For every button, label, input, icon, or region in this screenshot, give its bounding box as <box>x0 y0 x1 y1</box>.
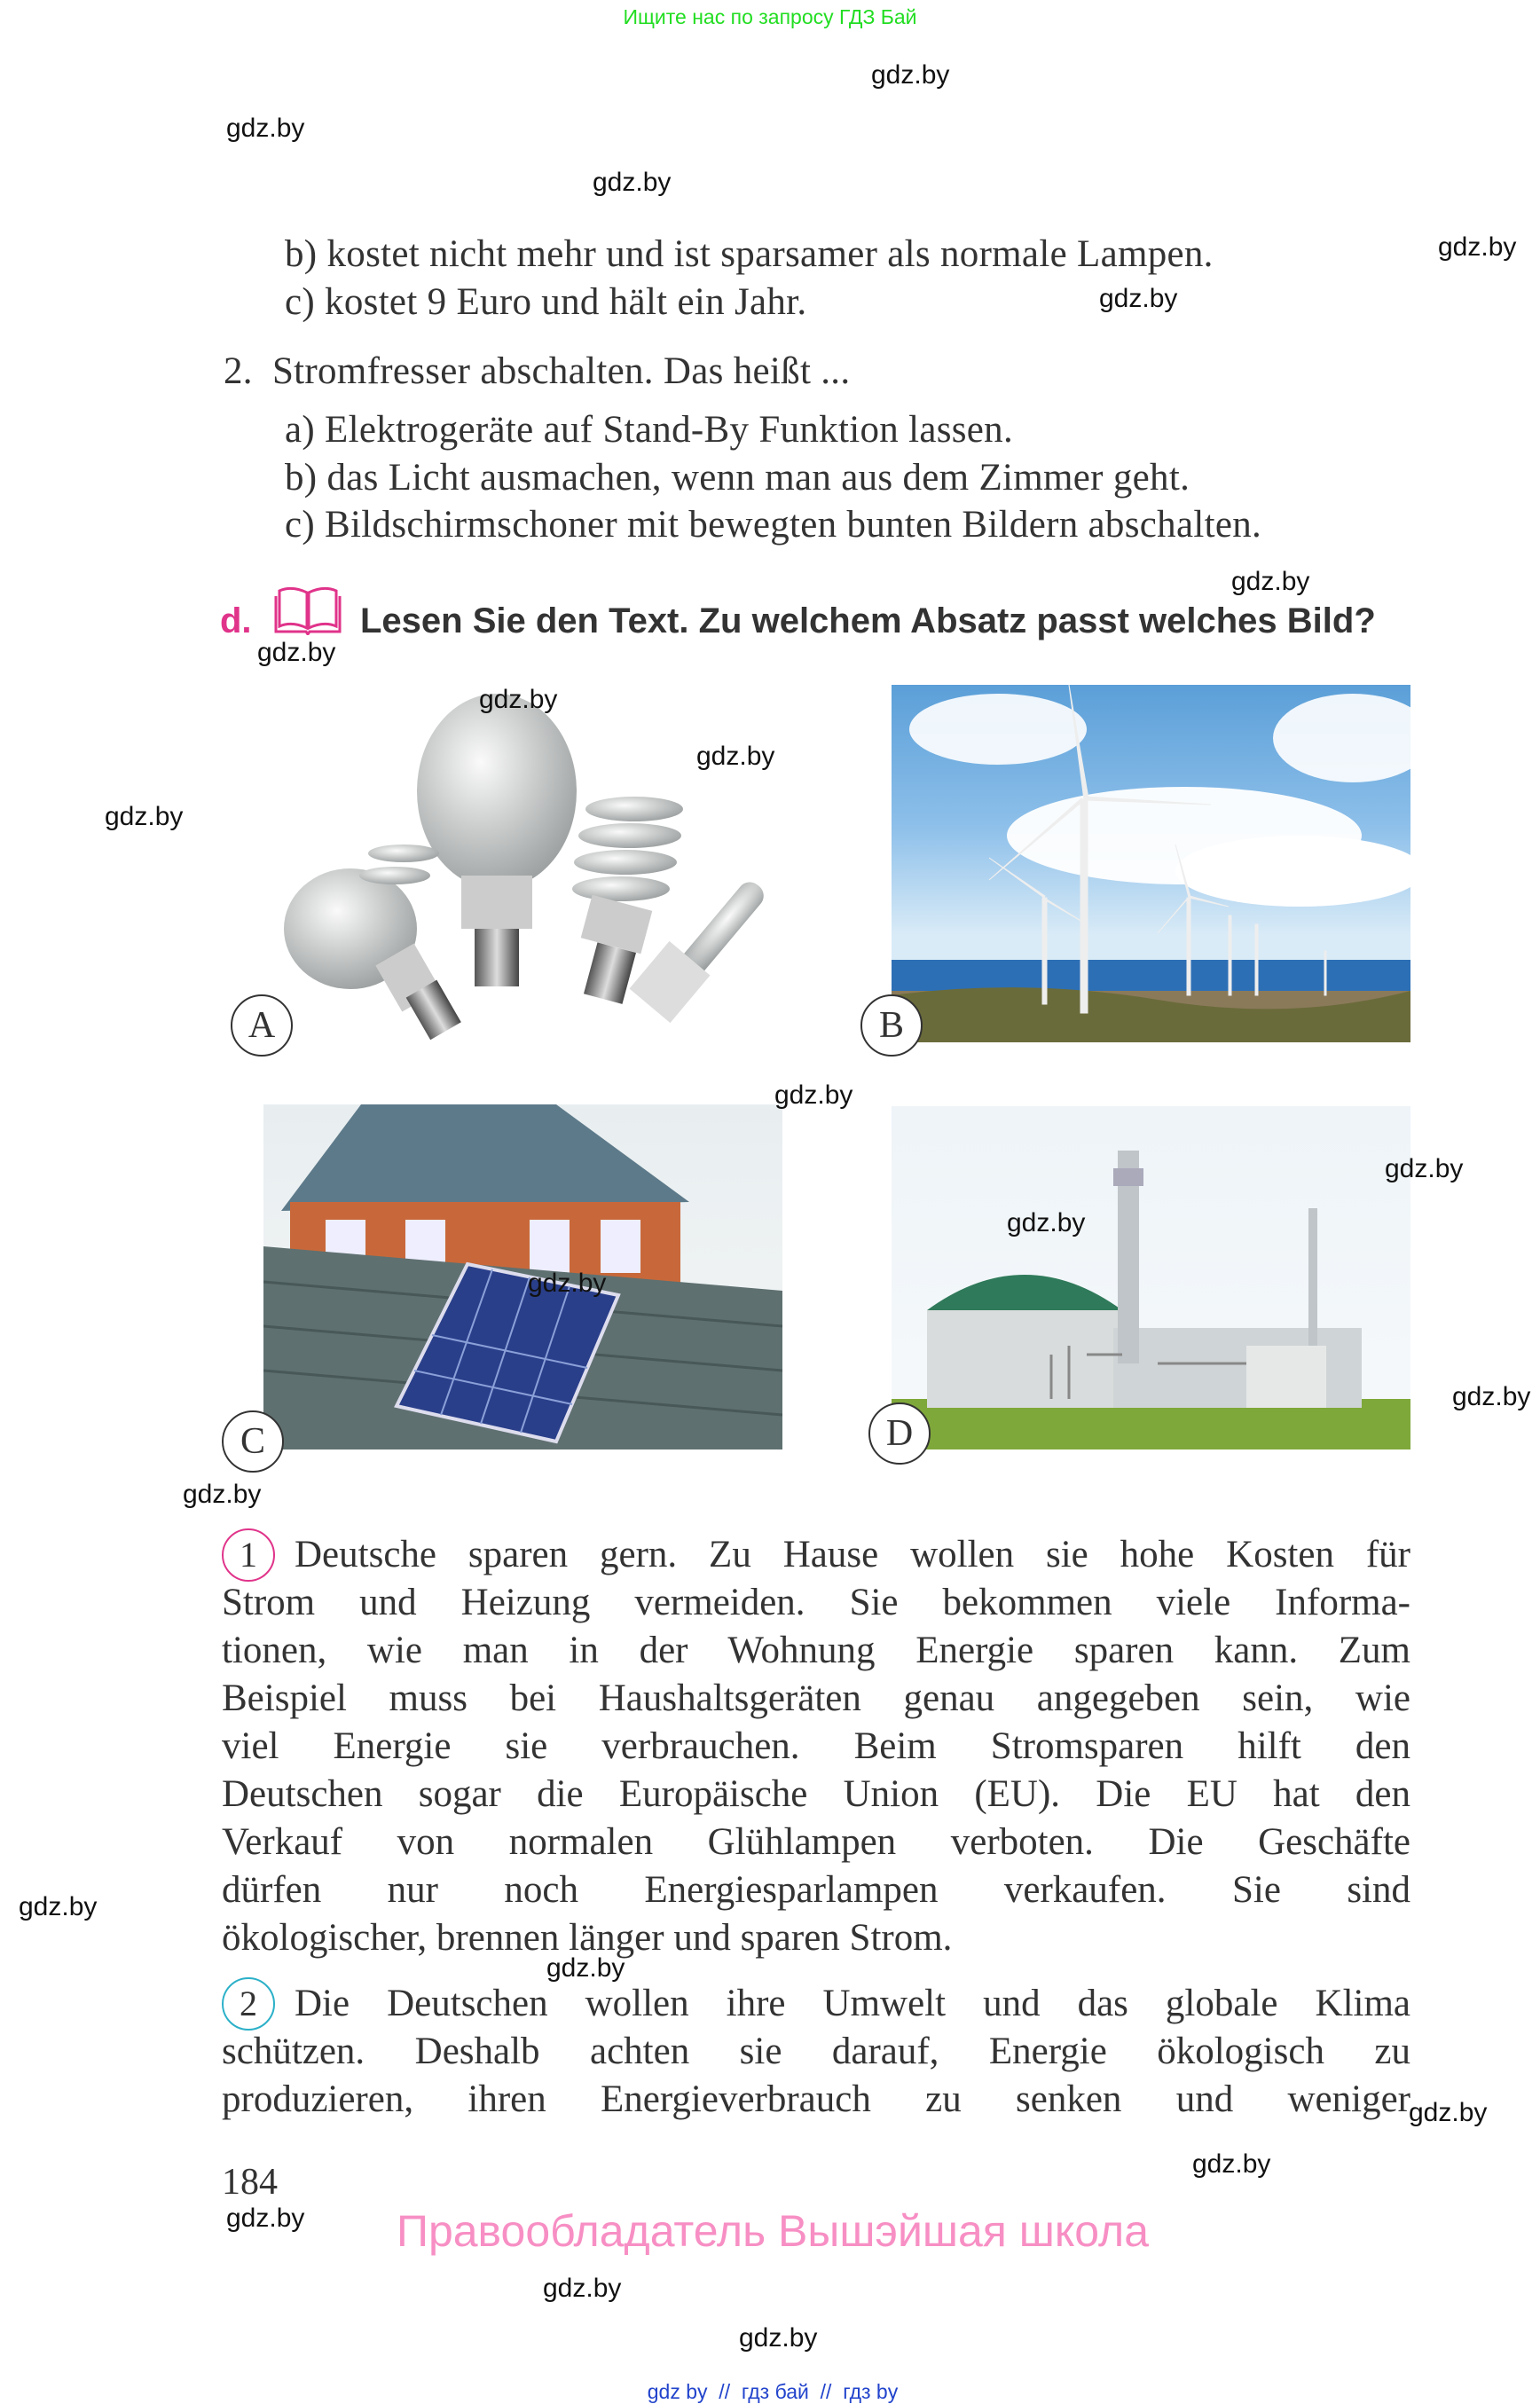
image-wind-turbines <box>892 685 1410 1042</box>
watermark: gdz.by <box>1231 567 1310 596</box>
watermark: gdz.by <box>528 1269 607 1298</box>
watermark: gdz.by <box>774 1080 853 1110</box>
image-label-d: D <box>868 1402 931 1465</box>
task-instruction: Lesen Sie den Text. Zu welchem Absatz passt welches Bild? <box>360 601 1376 640</box>
paragraph-number-1: 1 <box>222 1528 275 1582</box>
option-2a: a) Elektrogeräte auf Stand-By Funktion lassen. <box>285 409 1014 451</box>
footer-links[interactable]: gdz by // гдз бай // гдз by <box>647 2380 899 2403</box>
paragraph-1-line: Strom und Heizung vermeiden. Sie bekommen viele Informa- <box>222 1582 1410 1623</box>
watermark: gdz.by <box>226 114 305 143</box>
watermark: gdz.by <box>183 1480 262 1509</box>
paragraph-1-line: dürfen nur noch Energiesparlampen verkaufen. Sie sind <box>222 1869 1410 1911</box>
watermark: gdz.by <box>739 2323 818 2353</box>
paragraph-1-line: ökologischer, brennen länger und sparen Strom. <box>222 1917 953 1959</box>
paragraph-1-line: tionen, wie man in der Wohnung Energie sparen kann. Zum <box>222 1630 1410 1671</box>
image-label-a: A <box>231 994 293 1057</box>
paragraph-number-2: 2 <box>222 1977 275 2031</box>
watermark: gdz.by <box>1452 1382 1531 1411</box>
paragraph-1-line: Deutschen sogar die Europäische Union (EU). Die EU hat den <box>222 1773 1410 1815</box>
watermark: gdz.by <box>1099 284 1178 313</box>
image-label-b: B <box>860 994 923 1057</box>
paragraph-2-line: schützen. Deshalb achten sie darauf, Energie ökologisch zu <box>222 2031 1410 2072</box>
watermark: gdz.by <box>546 1953 625 1983</box>
paragraph-2-line: produzieren, ihren Energieverbrauch zu senken und weniger <box>222 2078 1410 2120</box>
option-2b: b) das Licht ausmachen, wenn man aus dem Zimmer geht. <box>285 457 1190 499</box>
paragraph-1-line: Deutsche sparen gern. Zu Hause wollen sie hohe Kosten für <box>295 1534 1410 1575</box>
option-2c: c) Bildschirmschoner mit bewegten bunten Bildern abschalten. <box>285 504 1262 546</box>
watermark: gdz.by <box>479 685 558 714</box>
option-1c: c) kostet 9 Euro und hält ein Jahr. <box>285 281 807 323</box>
search-banner: Ищите нас по запросу ГДЗ Бай <box>623 5 917 28</box>
watermark: gdz.by <box>1409 2098 1488 2127</box>
watermark: gdz.by <box>1192 2149 1271 2179</box>
option-1b: b) kostet nicht mehr und ist sparsamer als normale Lampen. <box>285 233 1214 275</box>
book-icon <box>274 585 342 635</box>
watermark: gdz.by <box>696 742 775 771</box>
watermark: gdz.by <box>257 638 336 667</box>
watermark: gdz.by <box>19 1892 98 1921</box>
watermark: gdz.by <box>871 60 950 90</box>
watermark: gdz.by <box>1385 1154 1464 1183</box>
task-label: d. <box>220 601 252 640</box>
watermark: gdz.by <box>543 2274 622 2303</box>
watermark: gdz.by <box>1438 232 1517 262</box>
image-solar-panel-house <box>263 1104 782 1449</box>
watermark: gdz.by <box>593 168 672 197</box>
copyright-owner: Правообладатель Вышэйшая школа <box>397 2206 1149 2256</box>
image-label-c: C <box>222 1410 284 1473</box>
watermark: gdz.by <box>1007 1208 1086 1237</box>
paragraph-1-line: Beispiel muss bei Haushaltsgeräten genau angegeben sein, wie <box>222 1677 1410 1719</box>
watermark: gdz.by <box>105 802 184 831</box>
question-2-title: 2. Stromfresser abschalten. Das heißt ... <box>224 350 851 392</box>
paragraph-2-line: Die Deutschen wollen ihre Umwelt und das globale Klima <box>295 1983 1410 2024</box>
image-biogas-plant <box>892 1106 1410 1449</box>
watermark: gdz.by <box>226 2204 305 2233</box>
page-number: 184 <box>222 2162 278 2203</box>
paragraph-1-line: Verkauf von normalen Glühlampen verboten. Die Geschäfte <box>222 1821 1410 1863</box>
paragraph-1-line: viel Energie sie verbrauchen. Beim Stromsparen hilft den <box>222 1725 1410 1767</box>
